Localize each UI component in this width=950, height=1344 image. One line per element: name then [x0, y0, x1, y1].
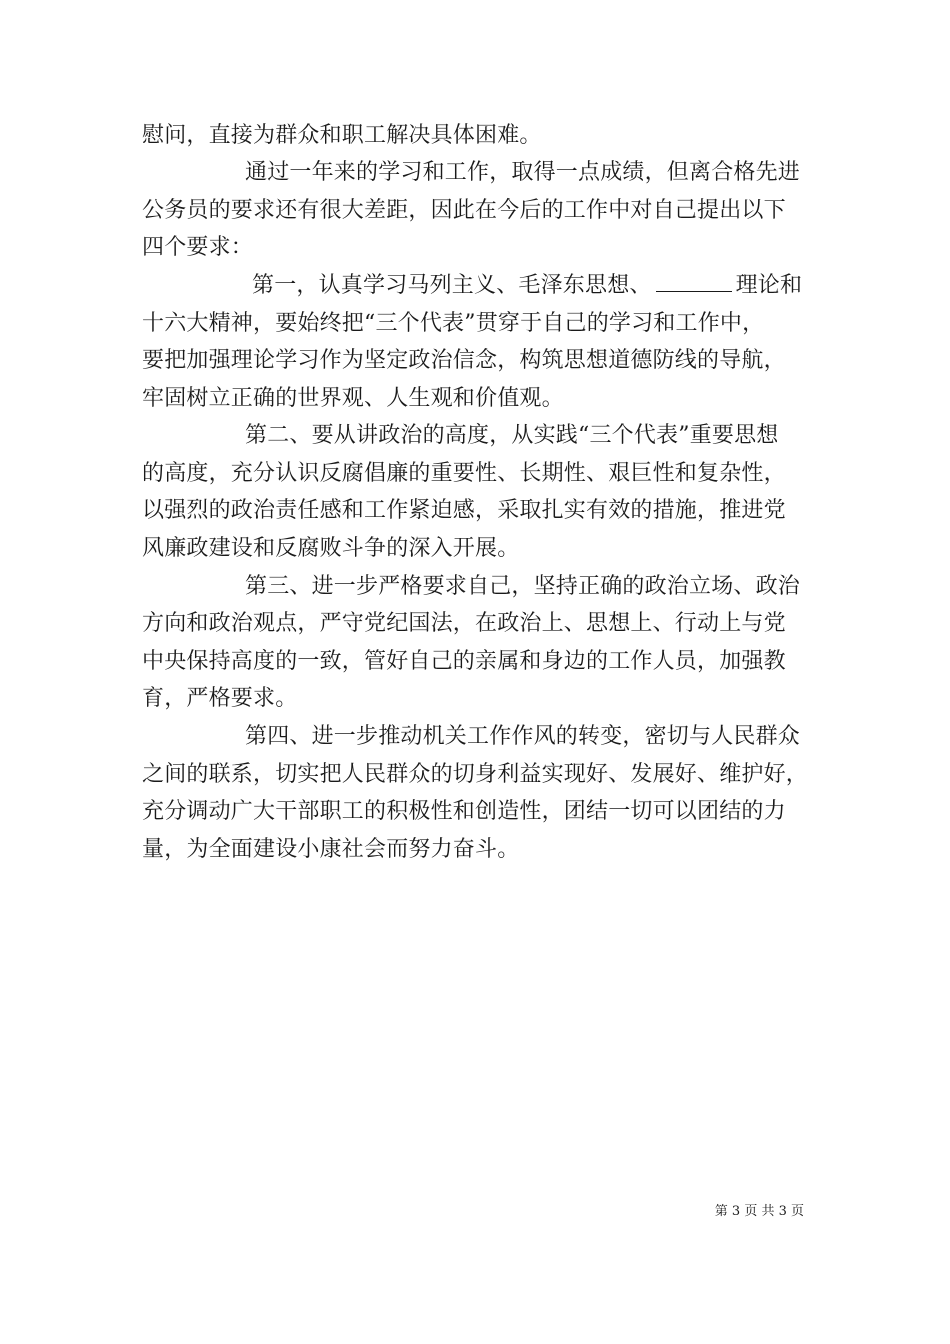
- text-line: 之间的联系，切实把人民群众的切身利益实现好、发展好、维护好，: [142, 762, 809, 787]
- text-line: 公务员的要求还有很大差距，因此在今后的工作中对自己提出以下: [142, 198, 786, 223]
- text-line: 风廉政建设和反腐败斗争的深入开展。: [142, 536, 520, 561]
- text-line: 要把加强理论学习作为坚定政治信念，构筑思想道德防线的导航，: [142, 348, 786, 373]
- text-line: 十六大精神，要始终把“三个代表”贯穿于自己的学习和工作中，: [142, 311, 765, 336]
- text-line: 牢固树立正确的世界观、人生观和价值观。: [142, 386, 564, 411]
- text-segment: 第一，认真学习马列主义、毛泽东思想、: [252, 273, 652, 298]
- page-number: 第 3 页 共 3 页: [714, 1204, 804, 1219]
- text-line: 以强烈的政治责任感和工作紧迫感，采取扎实有效的措施，推进党: [142, 498, 786, 523]
- text-line: 量，为全面建设小康社会而努力奋斗。: [142, 837, 520, 862]
- paragraph-first-line: 第二、要从讲政治的高度，从实践“三个代表”重要思想: [245, 423, 779, 448]
- text-line: 充分调动广大干部职工的积极性和创造性，团结一切可以团结的力: [142, 799, 786, 824]
- text-line: 四个要求：: [142, 235, 254, 260]
- paragraph-first-line: [252, 268, 802, 304]
- text-line: 中央保持高度的一致，管好自己的亲属和身边的工作人员，加强教: [142, 649, 786, 674]
- text-line: 慰问，直接为群众和职工解决具体困难。: [142, 123, 542, 148]
- fill-in-blank: [656, 271, 732, 292]
- paragraph-first-line: 第四、进一步推动机关工作作风的转变，密切与人民群众: [245, 724, 801, 749]
- paragraph-first-line: 通过一年来的学习和工作，取得一点成绩，但离合格先进: [245, 160, 801, 185]
- text-line: 的高度，充分认识反腐倡廉的重要性、长期性、艰巨性和复杂性，: [142, 461, 786, 486]
- paragraph-first-line: 第三、进一步严格要求自己，坚持正确的政治立场、政治: [245, 574, 801, 599]
- text-line: 育，严格要求。: [142, 686, 298, 711]
- text-segment: 理论和: [735, 273, 803, 298]
- text-line: 方向和政治观点，严守党纪国法，在政治上、思想上、行动上与党: [142, 611, 786, 636]
